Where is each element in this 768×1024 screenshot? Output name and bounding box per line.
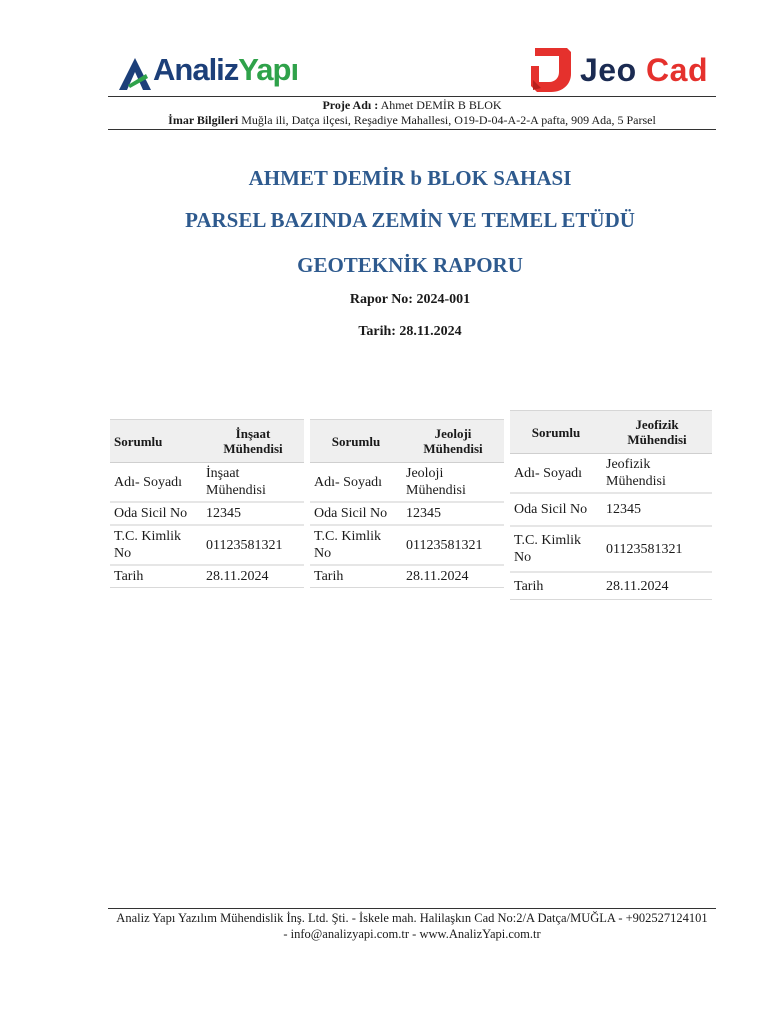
header-bottom-rule xyxy=(108,129,716,130)
logo-left-word-2: Yapı xyxy=(238,52,299,87)
row-value: 12345 xyxy=(202,502,304,525)
table-header-row xyxy=(110,420,304,463)
table-row xyxy=(510,526,712,572)
row-label: Tarih xyxy=(510,572,602,600)
row-value: Jeofizik Mühendisi xyxy=(602,454,712,494)
footer-address-line: Analiz Yapı Yazılım Mühendislik İnş. Ltd. Şti. - İskele mah. Halilaşkın Cad No:2/A Datça/MUĞLA - +902527124101 xyxy=(116,911,708,925)
project-name-value: Ahmet DEMİR B BLOK xyxy=(380,98,502,112)
zoning-info-line xyxy=(108,113,716,128)
table-row xyxy=(310,463,504,503)
table-row xyxy=(110,502,304,525)
row-label: Tarih xyxy=(310,565,402,588)
row-label: T.C. Kimlik No xyxy=(110,525,202,565)
table-row xyxy=(310,525,504,565)
report-date: Tarih: 28.11.2024 xyxy=(358,324,462,339)
zoning-info-value: Muğla ili, Datça ilçesi, Reşadiye Mahallesi, O19-D-04-A-2-A pafta, 909 Ada, 5 Parsel xyxy=(241,113,656,127)
row-value: Jeoloji Mühendisi xyxy=(402,463,504,503)
row-label: Oda Sicil No xyxy=(110,502,202,525)
row-label: Adı- Soyadı xyxy=(310,463,402,503)
table-row xyxy=(510,572,712,600)
table-row xyxy=(110,525,304,565)
project-name-label: Proje Adı : xyxy=(322,98,379,112)
header-top-rule xyxy=(108,96,716,97)
project-name-line xyxy=(108,98,716,113)
analiz-yapi-mark-icon xyxy=(115,52,155,92)
site-title: AHMET DEMİR b BLOK SAHASI xyxy=(248,166,572,190)
row-value: 01123581321 xyxy=(602,526,712,572)
responsible-header: Sorumlu xyxy=(110,420,202,463)
table-row xyxy=(310,565,504,588)
report-title: GEOTEKNİK RAPORU xyxy=(297,253,523,277)
analiz-yapi-logo xyxy=(115,50,305,92)
table-row xyxy=(110,463,304,503)
table-header-row xyxy=(510,411,712,454)
zoning-info-label: İmar Bilgileri xyxy=(168,113,239,127)
table-row xyxy=(110,565,304,588)
jeocad-mark-icon xyxy=(527,44,575,94)
row-label: Adı- Soyadı xyxy=(110,463,202,503)
logo-right-word-1: Jeo xyxy=(580,52,637,88)
footer-rule xyxy=(108,908,716,909)
engineer-title-header: Jeoloji Mühendisi xyxy=(402,420,504,463)
row-value: İnşaat Mühendisi xyxy=(202,463,304,503)
row-value: 01123581321 xyxy=(402,525,504,565)
row-value: 28.11.2024 xyxy=(602,572,712,600)
table-row xyxy=(510,454,712,494)
report-number: Rapor No: 2024-001 xyxy=(349,292,471,307)
logo-left-word-1: Analiz xyxy=(153,52,239,87)
engineer-title-header: Jeofizik Mühendisi xyxy=(602,411,712,454)
row-label: T.C. Kimlik No xyxy=(510,526,602,572)
row-value: 28.11.2024 xyxy=(202,565,304,588)
row-label: Adı- Soyadı xyxy=(510,454,602,494)
row-value: 12345 xyxy=(402,502,504,525)
row-label: Oda Sicil No xyxy=(310,502,402,525)
project-info xyxy=(108,98,716,128)
geophysics-engineer-signature-table xyxy=(510,410,712,600)
footer-contact-line: - info@analizyapi.com.tr - www.AnalizYapi.com.tr xyxy=(283,927,541,941)
company-footer xyxy=(104,910,720,942)
row-value: 28.11.2024 xyxy=(402,565,504,588)
study-title: PARSEL BAZINDA ZEMİN VE TEMEL ETÜDÜ xyxy=(185,208,635,232)
table-row xyxy=(510,493,712,526)
responsible-header: Sorumlu xyxy=(510,411,602,454)
row-label: Tarih xyxy=(110,565,202,588)
row-label: Oda Sicil No xyxy=(510,493,602,526)
jeocad-logo xyxy=(527,44,727,94)
geology-engineer-signature-table xyxy=(310,419,504,588)
row-label: T.C. Kimlik No xyxy=(310,525,402,565)
row-value: 12345 xyxy=(602,493,712,526)
engineer-title-header: İnşaat Mühendisi xyxy=(202,420,304,463)
logo-right-word-2: Cad xyxy=(646,52,708,88)
civil-engineer-signature-table xyxy=(110,419,304,588)
row-value: 01123581321 xyxy=(202,525,304,565)
table-row xyxy=(310,502,504,525)
table-header-row xyxy=(310,420,504,463)
responsible-header: Sorumlu xyxy=(310,420,402,463)
